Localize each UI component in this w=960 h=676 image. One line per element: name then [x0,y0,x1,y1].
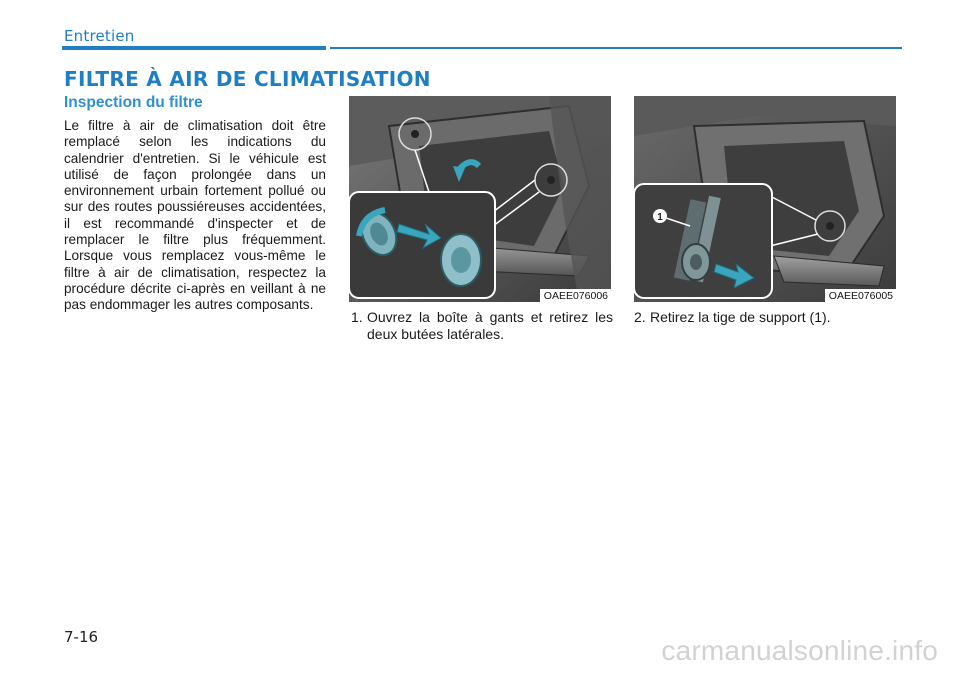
figure-support-rod [634,96,896,302]
page-title: FILTRE À AIR DE CLIMATISATION [64,67,431,91]
figure-glovebox-stoppers [349,96,611,302]
step-text: Retirez la tige de support (1). [650,309,831,325]
step-1-caption [351,309,613,343]
body-paragraph: Le filtre à air de climatisation doit être remplacé selon les indications du calendrier d'entretien. Si le véhicule est utilisé de façon prolongée dans un environnement urbain fortement pollué ou sur des routes poussiéreuses accidentées, il est recommandé d'inspecter et de remplacer le filtre plus fréquemment. Lorsque vous remplacez vous-même le filtre à air de climatisation, respectez la procédure décrite ci-après en veillant à ne pas endommager les autres composants. [64,118,326,313]
figure-code: OAEE076006 [540,289,611,302]
step-text: Ouvrez la boîte à gants et retirez les deux butées latérales. [367,309,613,342]
step-number: 2. [634,309,646,325]
step-2-caption [634,309,896,326]
figure-code: OAEE076005 [825,289,896,302]
section-subtitle: Inspection du filtre [64,94,203,111]
page-number: 7-16 [64,628,99,646]
watermark: carmanualsonline.info [661,635,938,666]
step-number: 1. [351,309,363,325]
glovebox-stoppers-illustration [349,96,611,302]
header-rule-thin [330,47,902,49]
support-rod-illustration [634,96,896,302]
callout-number-1: 1 [657,212,663,223]
section-label: Entretien [64,27,135,45]
header-rule-thick [62,46,326,50]
